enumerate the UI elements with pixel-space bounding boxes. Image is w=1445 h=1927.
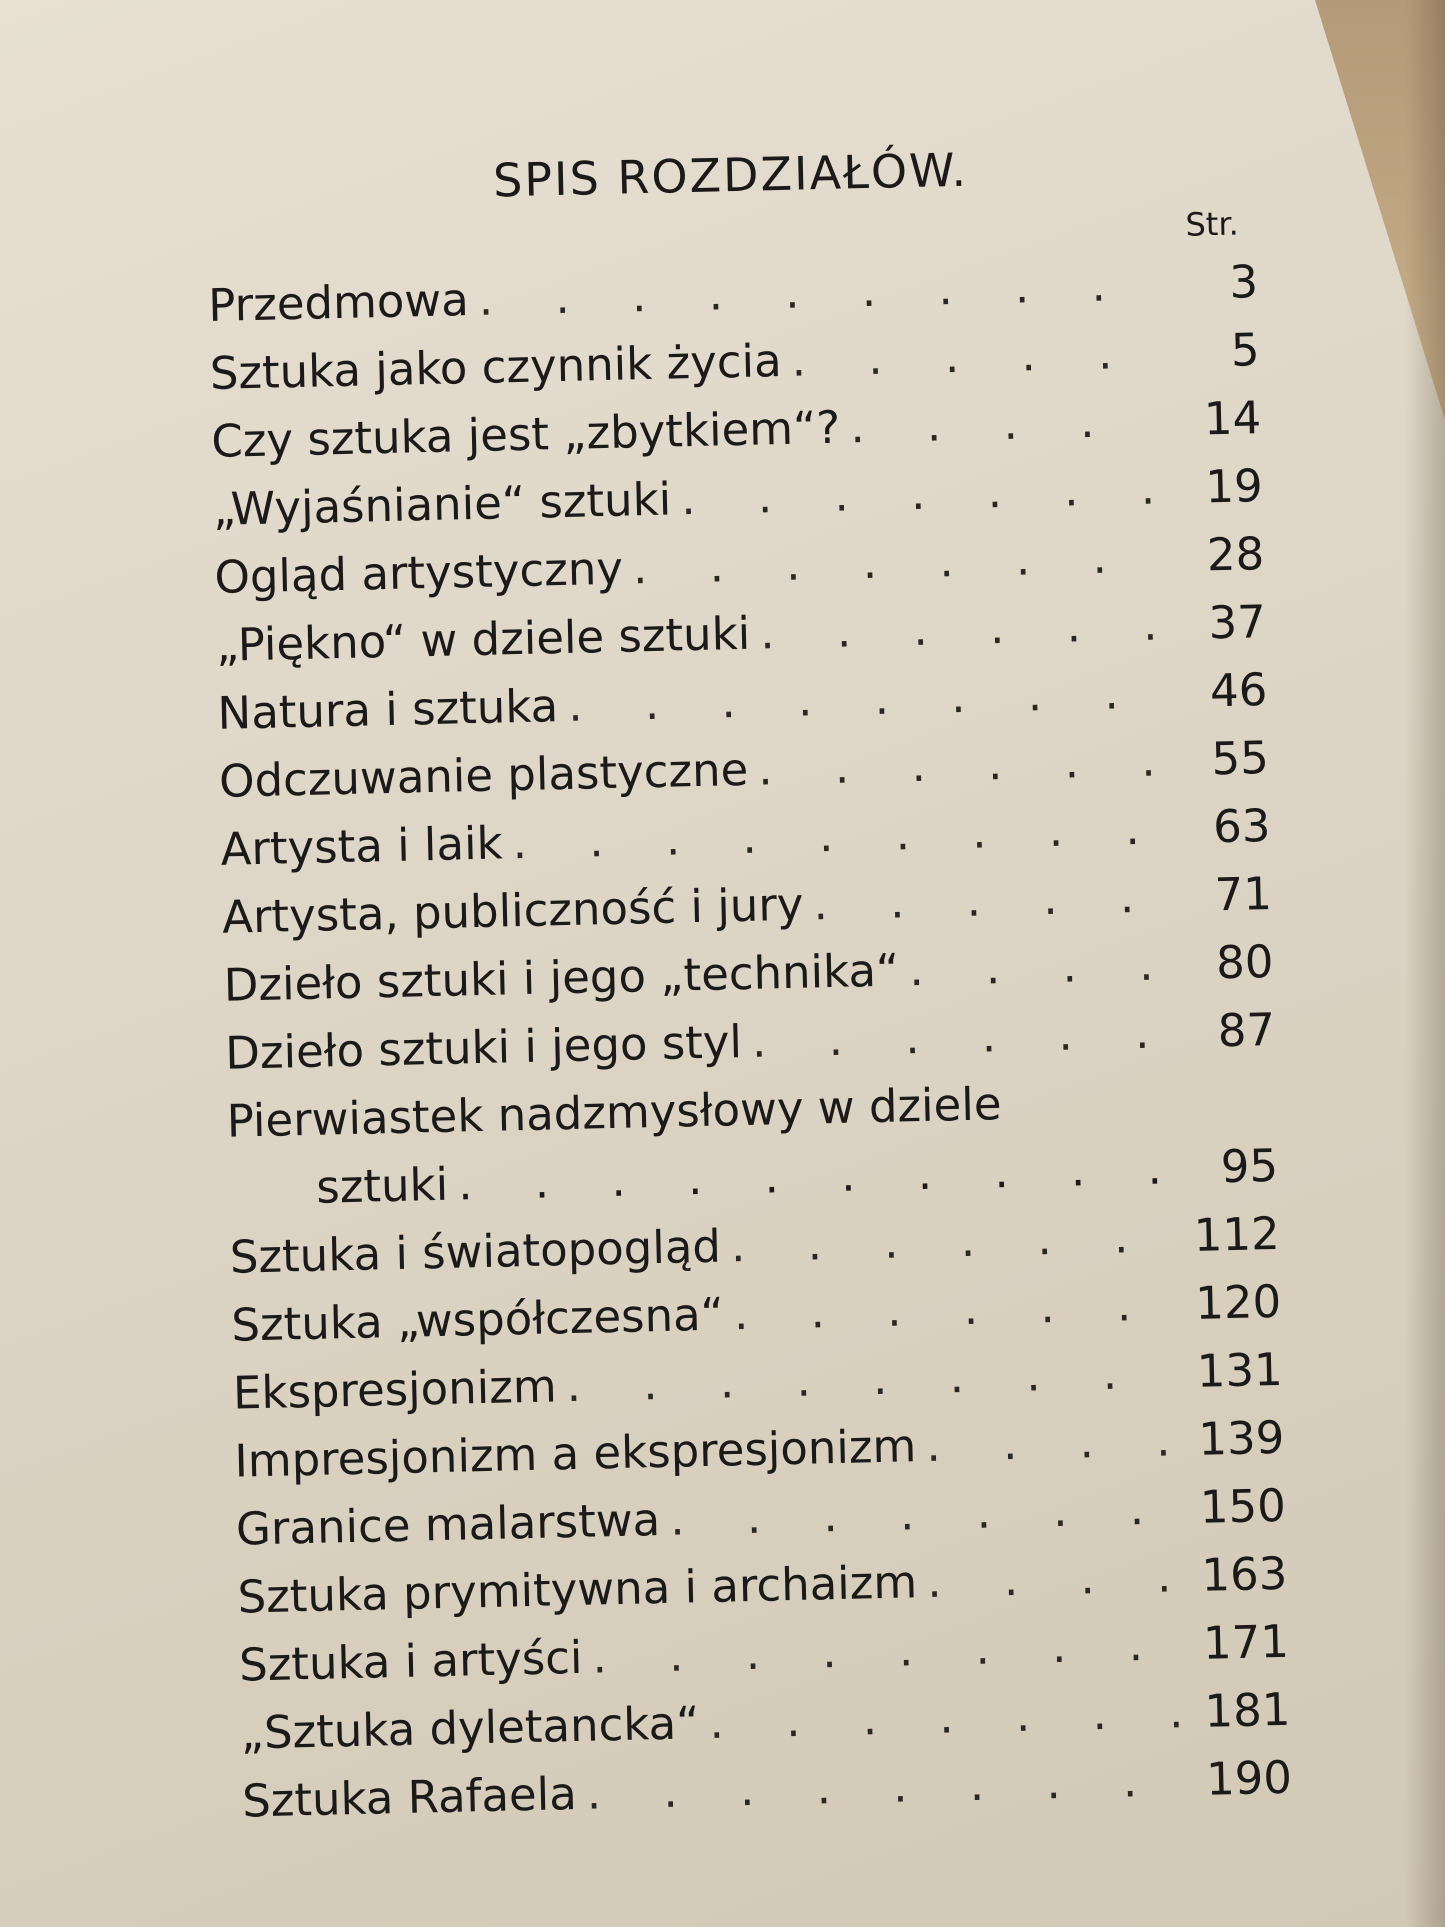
toc-entry-page: 120 xyxy=(1194,1274,1282,1330)
page-edge-shadow xyxy=(1405,0,1445,1927)
toc-entry-page: 3 xyxy=(1228,255,1259,309)
toc-entry-page: 71 xyxy=(1214,866,1273,922)
toc-entry-label: „Wyjaśnianie“ sztuki xyxy=(212,472,672,536)
toc-entry-label: Sztuka i światopogląd xyxy=(229,1219,722,1284)
toc-entry-page: 28 xyxy=(1206,527,1265,582)
toc-entry-label: „Piękno“ w dziele sztuki xyxy=(215,606,751,672)
toc-entry-page: 181 xyxy=(1203,1682,1292,1738)
toc-entry-label: Sztuka prymitywna i archaizm xyxy=(237,1555,918,1624)
toc-entry-label: Ekspresjonizm xyxy=(232,1359,558,1420)
toc-entry-label: Sztuka i artyści xyxy=(238,1630,584,1692)
toc-entry-page: 95 xyxy=(1220,1138,1279,1194)
toc-entry-label: Sztuka „współczesna“ xyxy=(230,1287,725,1352)
leader-dots xyxy=(751,998,1176,1076)
toc-entry-label: Natura i sztuka xyxy=(216,679,559,740)
toc-entry-label: Artysta i laik xyxy=(220,816,504,876)
leader-dots xyxy=(759,590,1166,667)
toc-entry-wrapped xyxy=(226,1064,1279,1224)
toc-entry-label: Sztuka jako czynnik życia xyxy=(209,333,783,400)
leader-dots xyxy=(849,386,1161,461)
leader-dots xyxy=(926,1542,1188,1616)
leader-dots xyxy=(586,1746,1193,1828)
toc-entry-label: Przedmowa xyxy=(207,273,470,332)
toc-entry-label: Impresjonizm a ekspresjonizm xyxy=(233,1419,917,1488)
toc-entry-page: 139 xyxy=(1197,1410,1285,1466)
toc-entry-page: 19 xyxy=(1204,459,1264,514)
toc-entry-page: 87 xyxy=(1217,1002,1276,1058)
toc-entry-page: 171 xyxy=(1202,1614,1290,1670)
leader-dots xyxy=(669,1474,1186,1554)
toc-entry-page: 5 xyxy=(1230,323,1261,377)
leader-dots xyxy=(908,930,1174,1004)
toc-entry-label: Dzieło sztuki i jego styl xyxy=(224,1015,743,1080)
table-of-contents xyxy=(205,136,1293,1835)
toc-entry-page: 150 xyxy=(1199,1478,1287,1534)
toc-entry-page: 112 xyxy=(1193,1206,1281,1262)
toc-entry-page: 37 xyxy=(1207,595,1267,650)
toc-entry-label: Ogląd artystyczny xyxy=(213,541,624,604)
toc-entry-page: 163 xyxy=(1200,1546,1288,1602)
toc-entry-label: Czy sztuka jest „zbytkiem“? xyxy=(210,400,841,468)
toc-entry-label: Artysta, publiczność i jury xyxy=(221,877,804,944)
leader-dots xyxy=(791,318,1161,394)
leader-dots xyxy=(926,1406,1186,1480)
leader-dots xyxy=(709,1678,1192,1757)
leader-dots xyxy=(757,726,1169,803)
toc-entry-label: Odczuwanie plastyczne xyxy=(218,742,749,808)
toc-list xyxy=(208,248,1293,1835)
toc-entry-page: 63 xyxy=(1212,799,1271,854)
toc-entry-page: 190 xyxy=(1205,1750,1293,1806)
page-title: SPIS ROZDZIAŁÓW. xyxy=(492,142,969,208)
toc-entry-page: 14 xyxy=(1203,391,1262,446)
page-column-label: Str. xyxy=(1185,204,1240,244)
toc-entry-page: 55 xyxy=(1210,731,1270,786)
toc-entry-page: 80 xyxy=(1215,934,1275,990)
toc-entry-label-line1: Pierwiastek nadzmysłowy w dziele xyxy=(226,1077,1002,1148)
toc-entry-page: 131 xyxy=(1196,1342,1284,1398)
leader-dots xyxy=(733,1270,1182,1348)
toc-entry-label-line2: sztuki xyxy=(315,1157,449,1214)
leader-dots xyxy=(632,522,1165,602)
leader-dots xyxy=(813,862,1173,938)
toc-entry-label: „Sztuka dyletancka“ xyxy=(240,1696,701,1760)
leader-dots xyxy=(680,454,1163,533)
toc-entry-label: Granice malarstwa xyxy=(235,1493,661,1556)
toc-entry-label: Sztuka Rafaela xyxy=(241,1766,578,1828)
toc-entry-label: Dzieło sztuki i jego „technika“ xyxy=(223,943,900,1012)
toc-entry-page: 46 xyxy=(1209,663,1268,718)
leader-dots xyxy=(730,1202,1180,1280)
